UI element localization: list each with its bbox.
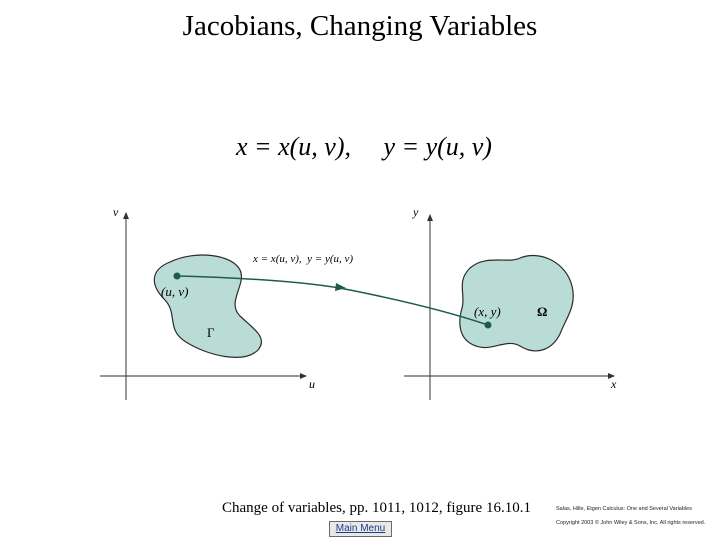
credit-line-1: Salas, Hille, Etgen Calculus: One and Several Variables — [556, 506, 692, 512]
y-axis-label: y — [413, 205, 419, 219]
slide-title: Jacobians, Changing Variables — [182, 10, 538, 42]
v-axis-label: v — [113, 205, 119, 219]
point-uv-label: (u, v) — [161, 284, 189, 299]
x-axis-label: x — [611, 377, 617, 391]
u-axis-label: u — [309, 377, 315, 391]
mapping-arrowhead — [335, 283, 346, 291]
region-gamma-label: Γ — [207, 325, 215, 340]
credit-line-2: Copyright 2003 © John Wiley & Sons, Inc. All rights reserved. — [556, 520, 706, 526]
point-xy-label: (x, y) — [474, 304, 501, 319]
main-menu-button[interactable]: Main Menu — [329, 521, 392, 537]
figure-caption: Change of variables, pp. 1011, 1012, figure 16.10.1 — [222, 500, 531, 516]
point-uv — [174, 273, 181, 280]
point-xy — [485, 322, 492, 329]
region-omega-label: Ω — [537, 304, 548, 319]
mapping-label: x = x(u, v), y = y(u, v) — [253, 253, 354, 265]
formula-y: y = y(u, v) — [383, 132, 492, 161]
formula-x: x = x(u, v), — [236, 132, 351, 161]
region-gamma — [154, 255, 261, 357]
